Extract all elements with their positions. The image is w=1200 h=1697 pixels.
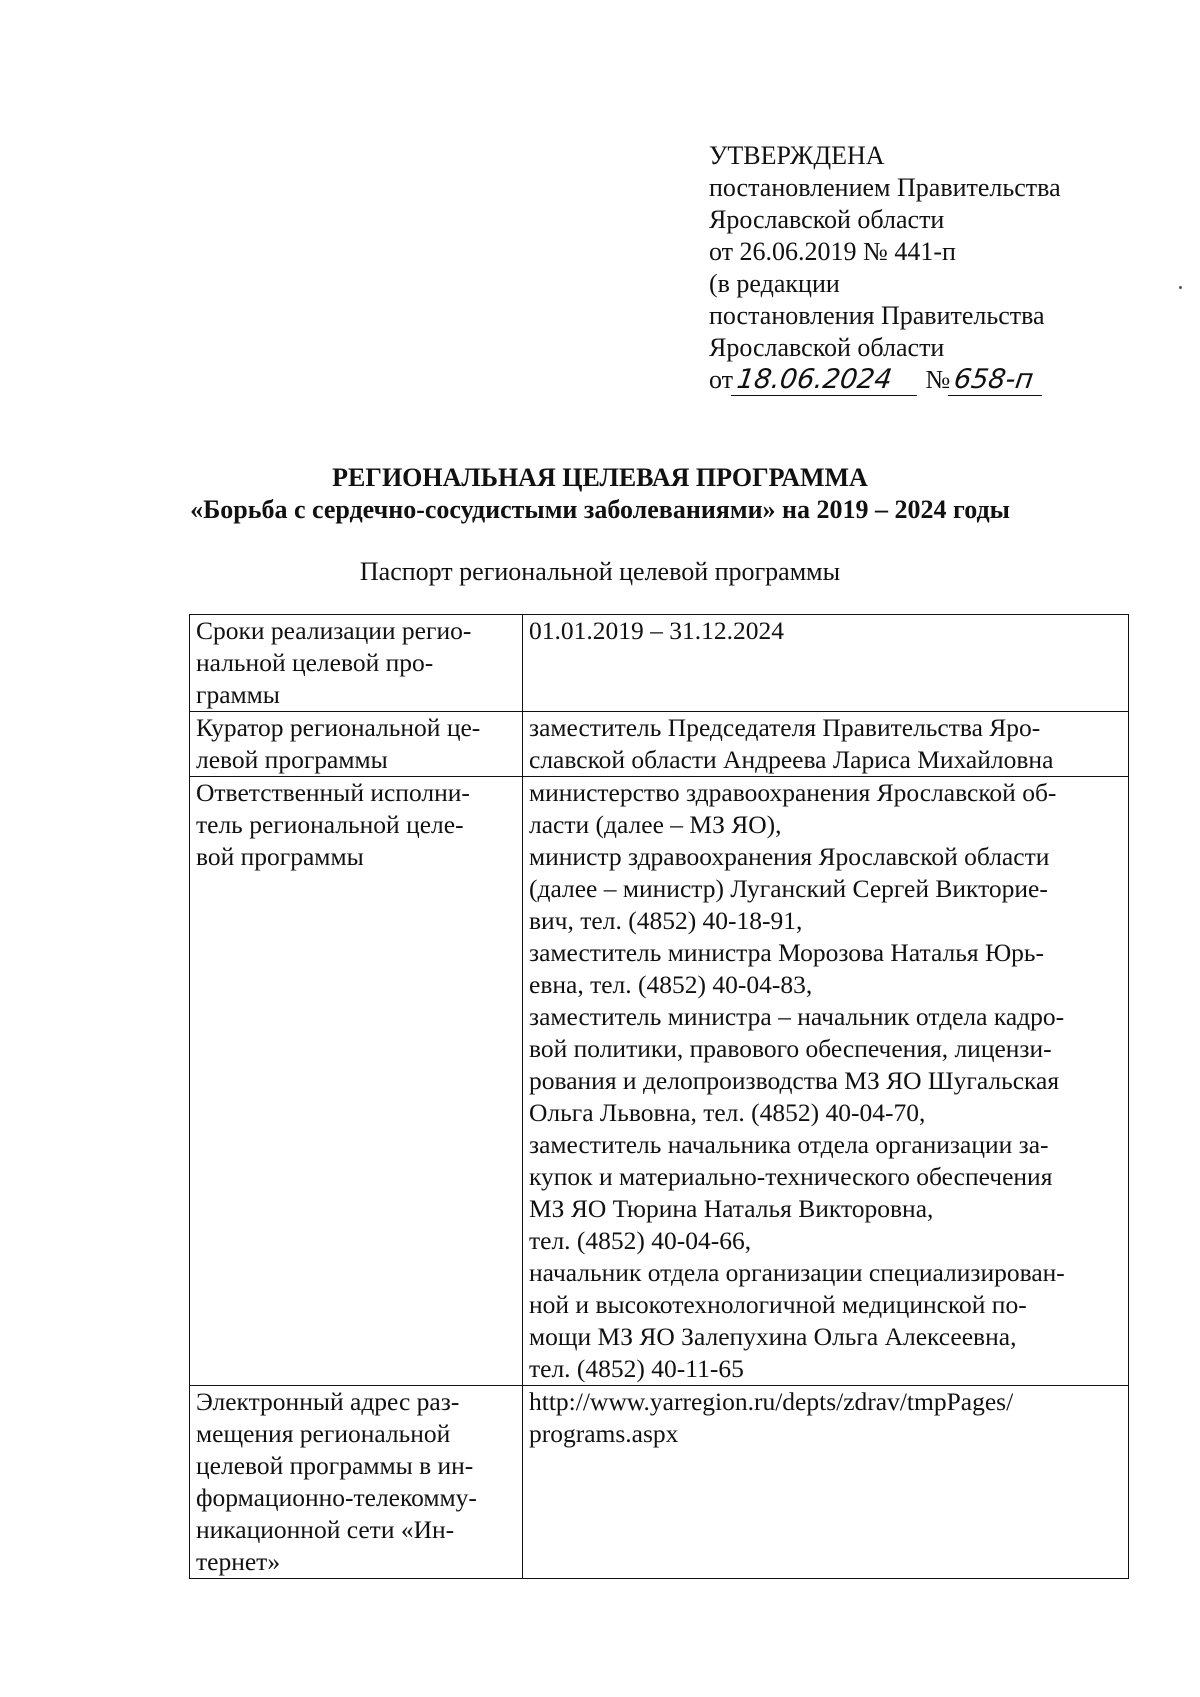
document-title: РЕГИОНАЛЬНАЯ ЦЕЛЕВАЯ ПРОГРАММА <box>332 463 868 492</box>
approval-line: от 26.06.2019 № 441-п <box>709 237 956 266</box>
approval-stamp <box>709 140 1061 396</box>
document-subtitle: «Борьба с сердечно-сосудистыми заболеваниями» на 2019 – 2024 годы <box>190 495 1010 524</box>
approval-line: (в редакции <box>709 269 840 298</box>
row-value: заместитель Председателя Правительства Яро- славской области Андреева Лариса Михайловна <box>523 712 1129 777</box>
approval-line: Ярославской области <box>709 205 945 234</box>
passport-heading: Паспорт региональной целевой программы <box>359 557 841 586</box>
row-label: Ответственный исполни- тель региональной целе- вой программы <box>190 777 523 1386</box>
row-value <box>523 1386 1129 1579</box>
handwritten-date: 18.06.2024 <box>731 365 921 396</box>
row-label: Электронный адрес раз- мещения региональной целевой программы в ин- формационно-телекомму- никационной сети «Ин- тернет» <box>190 1386 523 1579</box>
row-label: Сроки реализации регио- нальной целевой про- граммы <box>190 615 523 712</box>
table-row <box>190 712 1129 777</box>
approval-line: Ярославской области <box>709 333 945 362</box>
row-value: 01.01.2019 – 31.12.2024 <box>523 615 1129 712</box>
date-prefix: от <box>709 365 734 394</box>
amendment-date-line <box>709 364 1061 396</box>
approval-line: УТВЕРЖДЕНА <box>709 141 885 170</box>
passport-table <box>189 614 1129 1579</box>
scan-dot <box>1179 286 1182 289</box>
handwritten-number: 658-п <box>948 365 1046 396</box>
row-value: министерство здравоохранения Ярославской об- ласти (далее – МЗ ЯО), министр здравоохранения Ярославской области (далее – министр) Луганский Сергей Викторие- вич, тел. (4852) 40-18-91, заместитель министра Морозова Наталья Юрь- евна, тел. (4852) 40-04-83, заместитель министра – начальник отдела кадро- вой политики, правового обеспечения, лицензи- рования и делопроизводства МЗ ЯО Шугальская Ольга Львовна, тел. (4852) 40-04-70, заместитель начальника отдела организации за- купок и материально-технического обеспечения МЗ ЯО Тюрина Наталья Викторовна, тел. (4852) 40-04-66, начальник отдела организации специализирован- ной и высокотехнологичной медицинской по- мощи МЗ ЯО Залепухина Ольга Алексеевна, тел. (4852) 40-11-65 <box>523 777 1129 1386</box>
table-row <box>190 1386 1129 1579</box>
program-url-cont: programs.aspx <box>529 1419 679 1448</box>
table-row <box>190 777 1129 1386</box>
approval-line: постановления Правительства <box>709 301 1045 330</box>
number-prefix: № <box>925 365 951 394</box>
program-url: http://www.yarregion.ru/depts/zdrav/tmpPages/ <box>529 1387 1014 1416</box>
row-label: Куратор региональной це- левой программы <box>190 712 523 777</box>
approval-line: постановлением Правительства <box>709 173 1061 202</box>
table-row <box>190 615 1129 712</box>
